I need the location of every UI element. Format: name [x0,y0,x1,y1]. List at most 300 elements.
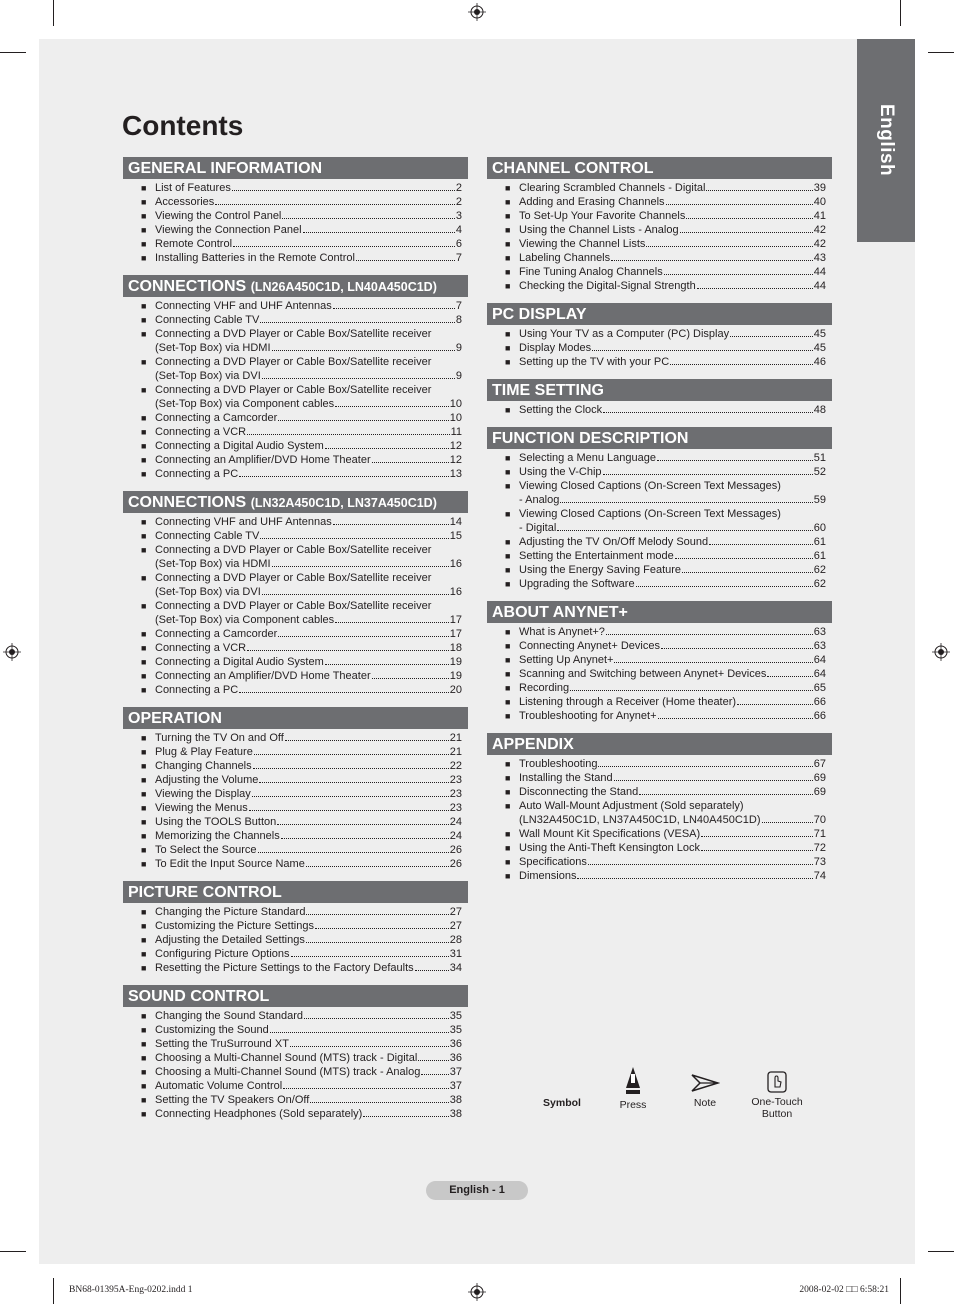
section-heading [123,275,468,297]
toc-entry[interactable] [487,341,832,355]
bullet-icon: ■ [505,829,511,839]
toc-entry-label: Changing Channels [155,760,252,772]
toc-page-number: 43 [813,252,826,264]
dot-leader [262,378,455,379]
toc-entry[interactable] [123,683,468,697]
bullet-icon: ■ [505,329,511,339]
toc-entry-label: (Set-Top Box) via Component cables [155,614,335,626]
toc-page-number: 34 [449,962,462,974]
toc-entry-line [155,223,462,237]
toc-entry-label: Auto Wall-Mount Adjustment (Sold separately) [519,800,744,812]
toc-entry[interactable] [123,543,468,571]
toc-entry[interactable] [123,787,468,801]
toc-page-number: 26 [449,844,462,856]
toc-entry-label: - Analog [519,494,560,506]
bullet-icon: ■ [505,843,511,853]
dot-leader [278,420,448,421]
toc-page-number: 11 [450,426,462,438]
toc-entry-line [155,1037,462,1051]
dot-leader [682,572,813,573]
dot-leader [272,350,455,351]
toc-entry[interactable] [123,1079,468,1093]
toc-entry-text [519,209,826,223]
press-label: Press [619,1099,647,1111]
toc-page-number: 4 [455,224,462,236]
dot-leader [675,558,813,559]
bullet-icon: ■ [141,601,147,611]
toc-entry[interactable] [123,905,468,919]
toc-entry[interactable] [487,625,832,639]
toc-entry[interactable] [123,571,468,599]
toc-item-list [123,905,468,975]
bullet-icon: ■ [505,655,511,665]
toc-entry-text [519,841,826,855]
bullet-icon: ■ [505,225,511,235]
dot-leader [335,406,449,407]
dot-leader [646,246,812,247]
dot-leader [290,1046,449,1047]
toc-entry-line [155,683,462,697]
toc-entry[interactable] [487,695,832,709]
toc-page-number: 74 [813,870,826,882]
toc-entry-label: Connecting Cable TV [155,530,260,542]
toc-entry[interactable] [123,209,468,223]
toc-entry-text [519,799,826,827]
toc-entry-text [155,919,462,933]
dot-leader [614,662,812,663]
toc-entry-text [155,425,462,439]
toc-section [487,379,832,417]
section-model-numbers: (LN26A450C1D, LN40A450C1D) [250,280,437,294]
toc-entry-label: (Set-Top Box) via Component cables [155,398,335,410]
toc-page-number: 19 [449,670,462,682]
toc-entry-line [519,695,826,709]
crop-mark [0,1251,26,1252]
toc-entry[interactable] [487,223,832,237]
toc-entry[interactable] [487,265,832,279]
section-heading [487,601,832,623]
toc-entry-label: Checking the Digital-Signal Strength [519,280,696,292]
toc-entry[interactable] [487,195,832,209]
toc-page-number: 9 [455,342,462,354]
dot-leader [306,914,448,915]
toc-entry[interactable] [123,515,468,529]
toc-entry-text [519,625,826,639]
section-heading-text: PC DISPLAY [492,306,587,323]
bullet-icon: ■ [141,657,147,667]
bullet-icon: ■ [505,551,511,561]
toc-page-number: 12 [449,440,462,452]
toc-entry[interactable] [123,1037,468,1051]
toc-item-list [123,181,468,265]
toc-entry-label: Remote Control [155,238,233,250]
toc-entry-text [155,857,462,871]
dot-leader [239,476,449,477]
toc-entry-text [155,669,462,683]
toc-section [123,707,468,871]
bullet-icon: ■ [141,845,147,855]
toc-entry-line [155,425,462,439]
toc-entry-text [519,181,826,195]
toc-entry[interactable] [487,841,832,855]
toc-page-number: 31 [449,948,462,960]
toc-entry-label: Configuring Picture Options [155,948,290,960]
toc-entry[interactable] [123,641,468,655]
toc-left-column [123,157,468,1131]
toc-page-number: 13 [449,468,462,480]
toc-entry[interactable] [123,731,468,745]
toc-entry-label: Using the Channel Lists - Analog [519,224,679,236]
toc-entry-label: Connecting Headphones (Sold separately) [155,1108,363,1120]
toc-entry-label: Setting the Clock [519,404,603,416]
toc-entry[interactable] [123,181,468,195]
bullet-icon: ■ [141,1109,147,1119]
toc-entry-label: Connecting Anynet+ Devices [519,640,660,652]
dot-leader [239,692,449,693]
dot-leader [661,648,813,649]
toc-entry-line [155,829,462,843]
toc-entry-text [519,451,826,465]
toc-section [487,427,832,591]
bullet-icon: ■ [505,773,511,783]
toc-entry[interactable] [487,237,832,251]
toc-entry-label: Adjusting the Detailed Settings [155,934,305,946]
bullet-icon: ■ [141,469,147,479]
toc-entry[interactable] [123,453,468,467]
toc-entry-line [155,195,462,209]
toc-entry[interactable] [123,251,468,265]
toc-entry-text [155,787,462,801]
toc-entry-line [519,681,826,695]
toc-entry-label: Setting the Entertainment mode [519,550,674,562]
toc-entry[interactable] [123,1093,468,1107]
toc-entry-text [519,667,826,681]
dot-leader [325,664,449,665]
toc-entry-text [155,439,462,453]
toc-entry[interactable] [123,801,468,815]
dot-leader [666,204,813,205]
section-heading [123,491,468,513]
bullet-icon: ■ [505,579,511,589]
toc-entry[interactable] [123,439,468,453]
dot-leader [577,878,812,879]
toc-page-number: 66 [813,696,826,708]
toc-right-column [487,157,832,893]
bullet-icon: ■ [505,565,511,575]
toc-entry[interactable] [487,709,832,723]
toc-entry-label: (Set-Top Box) via DVI [155,586,261,598]
toc-entry[interactable] [123,223,468,237]
dot-leader [697,288,813,289]
toc-page-number: 22 [449,760,462,772]
toc-entry[interactable] [487,653,832,667]
toc-entry[interactable] [123,383,468,411]
toc-entry[interactable] [123,467,468,481]
language-tab [857,39,915,242]
toc-entry[interactable] [123,919,468,933]
toc-entry[interactable] [123,843,468,857]
dot-leader [249,810,449,811]
toc-entry-text [519,327,826,341]
bullet-icon: ■ [141,239,147,249]
toc-entry-line [155,731,462,745]
toc-entry[interactable] [123,627,468,641]
toc-entry[interactable] [123,327,468,355]
symbol-legend [535,1066,835,1136]
toc-entry-label: Connecting VHF and UHF Antennas [155,516,332,528]
toc-entry[interactable] [487,785,832,799]
toc-entry-label: Installing Batteries in the Remote Control [155,252,355,264]
toc-entry-line [519,841,826,855]
bullet-icon: ■ [141,357,147,367]
toc-entry-label: Viewing the Connection Panel [155,224,302,236]
toc-entry-label: Choosing a Multi-Channel Sound (MTS) track - Analog [155,1066,421,1078]
toc-page-number: 18 [449,642,462,654]
toc-entry[interactable] [487,279,832,293]
toc-entry[interactable] [123,947,468,961]
bullet-icon: ■ [505,759,511,769]
bullet-icon: ■ [141,1053,147,1063]
dot-leader [639,794,813,795]
bullet-icon: ■ [505,267,511,277]
toc-entry-line [155,1009,462,1023]
dot-leader [272,566,449,567]
toc-page-number: 35 [449,1010,462,1022]
toc-entry[interactable] [123,411,468,425]
toc-entry[interactable] [487,327,832,341]
dot-leader [680,232,813,233]
toc-item-list [123,731,468,871]
toc-entry[interactable] [123,773,468,787]
toc-entry[interactable] [123,1051,468,1065]
toc-entry[interactable] [487,549,832,563]
press-icon [624,1066,642,1096]
toc-entry[interactable] [487,451,832,465]
toc-entry[interactable] [123,933,468,947]
toc-entry-text [519,479,826,507]
toc-entry[interactable] [123,425,468,439]
bullet-icon: ■ [505,453,511,463]
bullet-icon: ■ [141,761,147,771]
toc-entry[interactable] [123,1009,468,1023]
bullet-icon: ■ [141,803,147,813]
toc-item-list [123,1009,468,1121]
toc-entry-text [155,1093,462,1107]
toc-item-list [487,403,832,417]
toc-entry[interactable] [123,299,468,313]
toc-entry-line [519,341,826,355]
toc-entry[interactable] [487,563,832,577]
toc-entry[interactable] [123,195,468,209]
bullet-icon: ■ [505,683,511,693]
dot-leader [260,322,455,323]
dot-leader [285,740,449,741]
print-slug-left: BN68-01395A-Eng-0202.indd 1 [69,1285,193,1295]
toc-entry[interactable] [487,355,832,369]
registration-mark-icon [3,643,21,661]
toc-entry[interactable] [123,759,468,773]
toc-entry[interactable] [487,479,832,507]
toc-entry[interactable] [123,745,468,759]
toc-page-number: 27 [449,920,462,932]
toc-page-number: 63 [813,626,826,638]
toc-entry[interactable] [123,1023,468,1037]
toc-entry-line [519,577,826,591]
toc-entry-line [519,709,826,723]
section-heading [487,303,832,325]
toc-section [487,733,832,883]
bullet-icon: ■ [141,907,147,917]
toc-entry-label: Changing the Sound Standard [155,1010,304,1022]
toc-entry-label: Resetting the Picture Settings to the Factory Defaults [155,962,414,974]
toc-entry[interactable] [123,237,468,251]
bullet-icon: ■ [505,641,511,651]
toc-entry-text [519,869,826,883]
toc-entry[interactable] [123,655,468,669]
toc-entry[interactable] [123,529,468,543]
toc-entry[interactable] [123,815,468,829]
toc-entry-text [519,237,826,251]
toc-entry[interactable] [487,771,832,785]
toc-page-number: 10 [449,398,462,410]
toc-page-number: 41 [813,210,826,222]
toc-page-number: 42 [813,224,826,236]
toc-entry-line [155,857,462,871]
toc-section [487,157,832,293]
toc-page-number: 24 [449,816,462,828]
toc-page-number: 65 [813,682,826,694]
toc-entry-text [519,507,826,535]
toc-page-number: 52 [813,466,826,478]
bullet-icon: ■ [505,357,511,367]
bullet-icon: ■ [141,1081,147,1091]
section-heading-text: FUNCTION DESCRIPTION [492,430,689,447]
toc-page-number: 42 [813,238,826,250]
toc-entry-line [519,563,826,577]
dot-leader [254,754,449,755]
bullet-icon: ■ [141,253,147,263]
toc-entry[interactable] [123,1107,468,1121]
toc-entry-text [155,411,462,425]
toc-entry-line [155,411,462,425]
toc-entry-text [155,933,462,947]
toc-entry-label: Selecting a Menu Language [519,452,656,464]
toc-entry-line [155,1051,462,1065]
toc-entry-label: Connecting VHF and UHF Antennas [155,300,332,312]
toc-entry-line [155,397,462,411]
toc-entry[interactable] [123,857,468,871]
toc-page-number: 66 [813,710,826,722]
toc-entry[interactable] [487,577,832,591]
toc-entry-label: Using the Energy Saving Feature [519,564,682,576]
toc-entry[interactable] [487,827,832,841]
toc-entry[interactable] [487,507,832,535]
dot-leader [258,852,449,853]
bullet-icon: ■ [141,315,147,325]
toc-page-number: 2 [455,196,462,208]
section-heading-text: TIME SETTING [492,382,604,399]
toc-entry[interactable] [123,355,468,383]
toc-entry-label: Using the TOOLS Button [155,816,277,828]
toc-page-number: 17 [449,614,462,626]
toc-entry-line [155,905,462,919]
toc-entry-text [155,1051,462,1065]
toc-entry[interactable] [487,667,832,681]
section-heading-text: CONNECTIONS [128,278,247,295]
toc-entry[interactable] [123,829,468,843]
toc-entry[interactable] [123,961,468,975]
toc-page-number: 7 [455,300,462,312]
toc-entry-line [155,843,462,857]
toc-entry-label: Labeling Channels [519,252,611,264]
toc-entry-label: Changing the Picture Standard [155,906,306,918]
toc-entry[interactable] [487,799,832,827]
dot-leader [215,204,455,205]
toc-entry-label: Setting the TruSurround XT [155,1038,289,1050]
toc-entry-line [155,439,462,453]
toc-entry[interactable] [487,251,832,265]
toc-entry[interactable] [487,681,832,695]
toc-entry-label: Installing the Stand [519,772,613,784]
bullet-icon: ■ [141,775,147,785]
bullet-icon: ■ [141,413,147,423]
toc-page-number: 64 [813,668,826,680]
toc-entry-line [155,341,462,355]
toc-entry[interactable] [487,855,832,869]
toc-entry-text [155,515,462,529]
toc-page-number: 15 [449,530,462,542]
toc-entry[interactable] [487,639,832,653]
toc-entry-label: (LN32A450C1D, LN37A450C1D, LN40A450C1D) [519,814,761,826]
toc-page-number: 37 [449,1066,462,1078]
note-symbol [685,1072,725,1109]
crop-mark [53,1278,54,1304]
bullet-icon: ■ [505,857,511,867]
toc-entry[interactable] [487,757,832,771]
toc-entry-text [155,745,462,759]
crop-mark [928,1251,954,1252]
toc-entry-text [519,355,826,369]
toc-entry[interactable] [487,869,832,883]
toc-page-number: 69 [813,786,826,798]
toc-entry[interactable] [123,669,468,683]
toc-page-number: 44 [813,266,826,278]
dot-leader [686,218,812,219]
toc-entry[interactable] [487,403,832,417]
toc-entry[interactable] [487,209,832,223]
toc-entry[interactable] [487,465,832,479]
bullet-icon: ■ [141,225,147,235]
toc-entry[interactable] [487,181,832,195]
toc-entry-line [155,961,462,975]
section-heading [487,157,832,179]
dot-leader [636,586,813,587]
toc-page-number: 24 [449,830,462,842]
toc-page-number: 45 [813,342,826,354]
toc-entry-line [155,1065,462,1079]
toc-page-number: 37 [449,1080,462,1092]
toc-entry[interactable] [123,313,468,327]
toc-entry[interactable] [487,535,832,549]
toc-entry-text [155,571,462,599]
toc-item-list [487,181,832,293]
toc-entry-text [155,543,462,571]
toc-entry-text [519,855,826,869]
toc-entry[interactable] [123,599,468,627]
toc-entry[interactable] [123,1065,468,1079]
bullet-icon: ■ [141,789,147,799]
dot-leader [372,462,449,463]
